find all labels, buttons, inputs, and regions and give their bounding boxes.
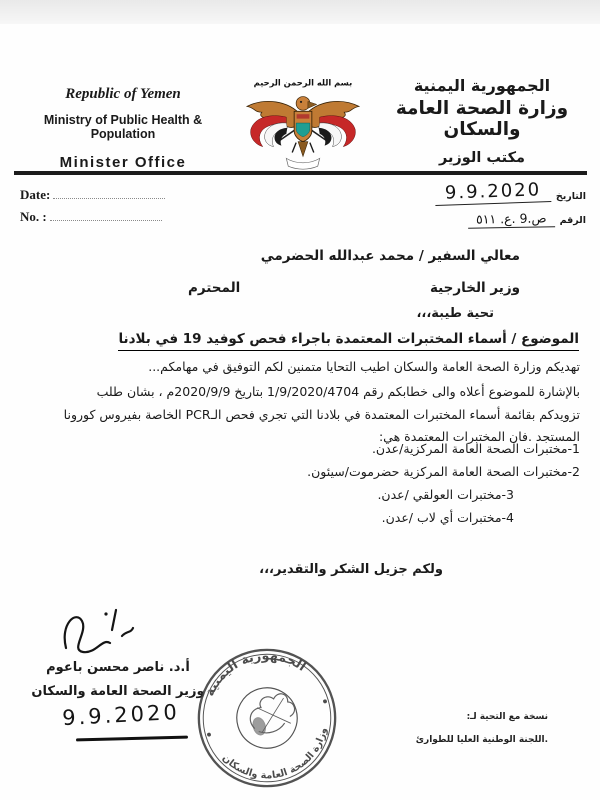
signature-underline — [76, 736, 188, 742]
official-stamp — [177, 628, 358, 800]
ministry-name-ar: وزارة الصحة العامة والسكان — [395, 98, 569, 140]
date-blank-line — [53, 187, 165, 199]
no-label-en — [20, 209, 162, 225]
no-blank-line — [50, 209, 162, 221]
addressee-name: معالي السفير / محمد عبدالله الحضرمي — [260, 248, 520, 264]
subject-line: الموضوع / أسماء المختبرات المعتمدة باجراء فحص كوفيد 19 في بلادنا — [118, 331, 579, 351]
body-paragraph — [64, 381, 580, 449]
lab-item-1: 1-مختبرات الصحة العامة المركزية/عدن. — [371, 441, 580, 456]
signer-name: أ.د. ناصر محسن باعوم — [46, 660, 190, 675]
handwritten-ref-number: ص.9 .ع. ٥١١ — [468, 210, 555, 229]
greeting-line: تهديكم وزارة الصحة العامة والسكان اطيب التحايا متمنين لكم التوفيق في مهامكم... — [148, 359, 580, 374]
stamp-center-emblem — [245, 690, 299, 737]
cc-item: .اللجنة الوطنية العليا للطوارئ — [415, 735, 548, 745]
no-label-en-text: No. : — [20, 209, 47, 224]
office-name-ar: مكتب الوزير — [438, 150, 526, 166]
handwritten-date: 9.9.2020 — [434, 179, 551, 206]
closing-line: ولكم جزيل الشكر والتقدير،،، — [259, 562, 443, 577]
country-name-ar: الجمهورية اليمنية — [413, 76, 551, 95]
signature-mark — [56, 604, 140, 662]
country-name-en: Republic of Yemen — [65, 86, 181, 102]
signer-title: وزير الصحة العامة والسكان — [31, 684, 205, 699]
header-arabic — [376, 76, 588, 166]
header-divider-rule — [14, 171, 587, 175]
signature-handwritten-date: 9.9.2020 — [61, 699, 181, 731]
lab-item-2: 2-مختبرات الصحة العامة المركزية حضرموت/سيئون. — [307, 464, 580, 479]
cc-label: نسخة مع التحية لـ: — [466, 712, 548, 722]
scan-edge-band — [0, 0, 600, 24]
ministry-name-en: Ministry of Public Health & Population — [43, 113, 203, 141]
date-label-en-text: Date: — [20, 187, 51, 202]
laboratories-list — [307, 441, 580, 533]
lab-item-4: 4-مختبرات أي لاب /عدن. — [381, 510, 514, 525]
stamp-bottom-arc-text: وزارة الصحة العامة والسكان — [219, 726, 330, 782]
bismillah-calligraphy: بسم الله الرحمن الرحيم — [253, 77, 353, 88]
no-label-ar: الرقم — [559, 215, 586, 226]
addressee-title: وزير الخارجية — [429, 280, 520, 296]
yemen-emblem — [228, 72, 378, 178]
body-line-2: تزويدكم بقائمة أسماء المختبرات المعتمدة في بلادنا التي تجري فحص الـPCR الخاصة بفيروس كورونا — [63, 406, 580, 422]
stamp-top-arc-text: الجمهورية اليمنية — [201, 647, 310, 699]
body-line-3: المستجد .فان المختبرات المعتمدة هي: — [378, 429, 580, 444]
salutation: تحية طيبة،،، — [416, 306, 494, 321]
addressee-honorific: المحترم — [188, 280, 241, 296]
lab-item-3: 3-مختبرات العولقي /عدن. — [377, 487, 514, 502]
cc-block — [416, 712, 548, 745]
no-row-ar — [468, 211, 586, 228]
header-english — [16, 86, 230, 171]
date-label-ar: التاريخ — [555, 191, 586, 202]
body-line-1: بالإشارة للموضوع أعلاه والى خطابكم رقم 1/9/2020/4704 بتاريخ 2020/9/9م ، بشان طلب — [96, 384, 580, 399]
addressee-title-row — [188, 280, 520, 296]
date-row-ar — [435, 181, 586, 204]
date-label-en — [20, 187, 165, 203]
office-name-en: Minister Office — [59, 154, 187, 171]
